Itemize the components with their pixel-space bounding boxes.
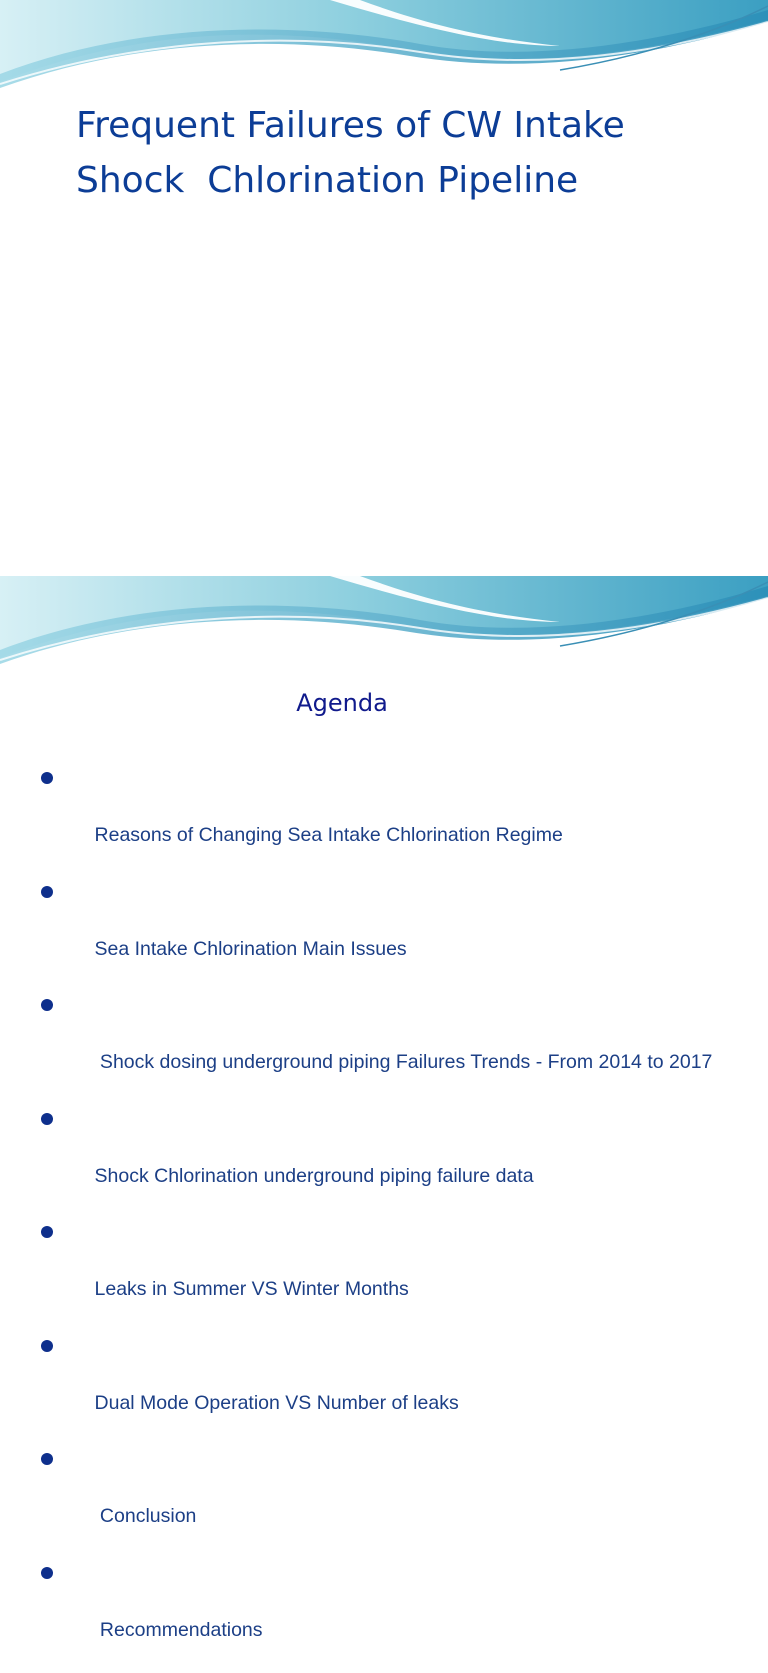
agenda-slide [0, 576, 768, 1641]
bullet-dot-icon [41, 1567, 53, 1579]
agenda-item [38, 879, 718, 991]
agenda-list [38, 765, 718, 1673]
wave-header-decoration [0, 576, 768, 671]
bullet-dot-icon [41, 1226, 53, 1238]
slide-title-line-2: Shock Chlorination Pipeline [76, 160, 579, 201]
agenda-item-text: Dual Mode Operation VS Number of leaks [94, 1391, 459, 1414]
bullet-dot-icon [41, 999, 53, 1011]
bullet-dot-icon [41, 1453, 53, 1465]
slide-title [76, 98, 716, 208]
agenda-item [38, 1219, 718, 1331]
bullet-dot-icon [41, 1113, 53, 1125]
agenda-item-text: Leaks in Summer VS Winter Months [94, 1278, 409, 1300]
agenda-item [38, 1333, 718, 1445]
agenda-item [38, 1560, 718, 1672]
agenda-heading: Agenda [296, 689, 388, 717]
wave-header-decoration [0, 0, 768, 95]
agenda-item-text: Shock Chlorination underground piping failure data [94, 1164, 534, 1187]
agenda-item [38, 1106, 718, 1218]
agenda-item [38, 1446, 718, 1558]
title-slide [0, 0, 768, 576]
agenda-item-text: Reasons of Changing Sea Intake Chlorination Regime [94, 824, 563, 846]
agenda-item [38, 765, 718, 877]
agenda-item-text: Sea Intake Chlorination Main Issues [94, 937, 407, 960]
bullet-dot-icon [41, 886, 53, 898]
agenda-item-text: Shock dosing underground piping Failures Trends - From 2014 to 2017 [94, 1051, 713, 1073]
agenda-item [38, 992, 718, 1104]
slide-title-line-1: Frequent Failures of CW Intake [76, 105, 625, 146]
bullet-dot-icon [41, 1340, 53, 1352]
agenda-item-text: Recommendations [94, 1618, 263, 1641]
agenda-item-text: Conclusion [94, 1505, 197, 1527]
bullet-dot-icon [41, 772, 53, 784]
